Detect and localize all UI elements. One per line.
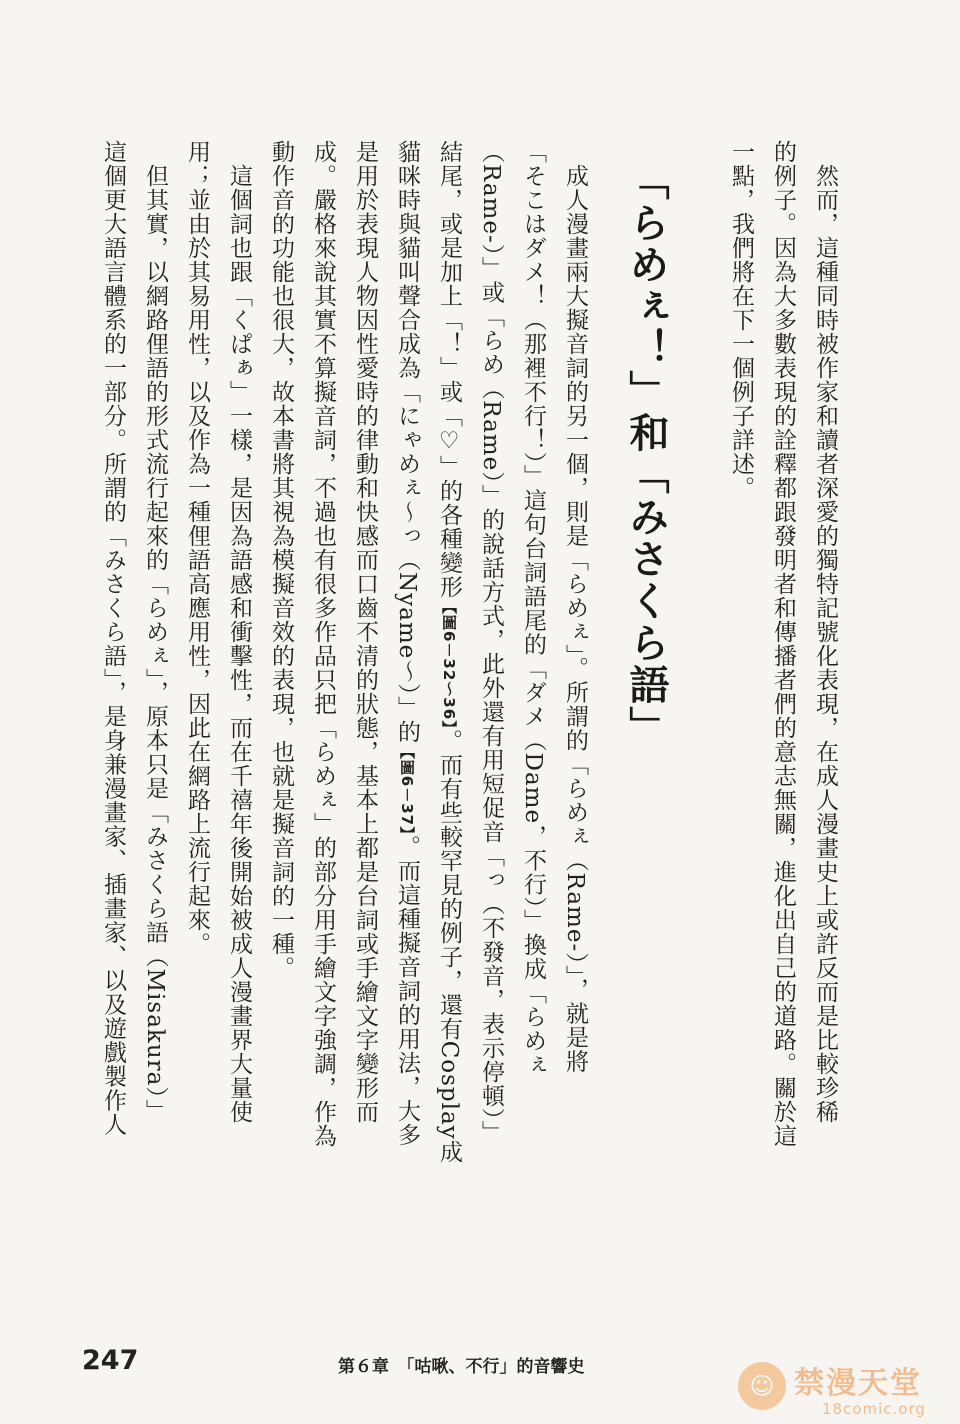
text-column: 動作音的功能也很大，故本書將其視為模擬音效的表現，也就是擬音詞的一種。 xyxy=(268,140,294,980)
figure-reference: 【圖6－37】 xyxy=(398,743,416,835)
section-heading: 「らめぇ！」和「みさくら語」 xyxy=(623,160,669,748)
watermark-url: 18comic.org xyxy=(822,1400,926,1418)
figure-reference: 【圖6－32～36】 xyxy=(440,599,458,729)
text-column: 這個詞也跟「くぱぁ」一樣，是因為語感和衝擊性，而在千禧年後開始被成人漫畫界大量使 xyxy=(226,140,252,1124)
text-column: 然而，這種同時被作家和讀者深愛的獨特記號化表現，在成人漫畫史上或許反而是比較珍稀 xyxy=(812,140,838,1124)
text-column: 結尾，或是加上「！」或「♡」的各種變形【圖6－32～36】。而有些較罕見的例子，還有Cosplay成 xyxy=(436,140,462,1164)
page-number: 247 xyxy=(82,1345,139,1376)
watermark-text: 禁漫天堂 xyxy=(794,1366,922,1401)
text-column: （Rame-）」或「らめ（Rame）」的說話方式，此外還有用短促音「っ（不發音，表示停頓）」 xyxy=(478,140,504,1145)
text-column: 但其實，以網路俚語的形式流行起來的「らめぇ」，原本只是「みさくら語（Misakura）」 xyxy=(142,140,168,1123)
text-column: 貓咪時與貓叫聲合成為「にゃめぇ～っ（Nyame～）」的【圖6－37】。而這種擬音詞的用法，大多 xyxy=(394,140,420,1147)
chapter-title: 第６章 「咕啾、不行」的音響史 xyxy=(338,1357,585,1377)
smiley-icon: ☺ xyxy=(738,1362,786,1410)
text-column: 是用於表現人物因性愛時的律動和快感而口齒不清的狀態，基本上都是台詞或手繪文字變形而 xyxy=(352,140,378,1124)
text-column: 這個更大語言體系的一部分。所謂的「みさくら語」，是身兼漫畫家、插畫家、以及遊戲製作人 xyxy=(100,140,126,1137)
text-column: 用；並由於其易用性，以及作為一種俚語高應用性，因此在網路上流行起來。 xyxy=(184,140,210,956)
text-column: 一點，我們將在下一個例子詳述。 xyxy=(728,140,754,500)
watermark xyxy=(738,1356,950,1420)
text-column: 「そこはダメ！（那裡不行！）」這句台詞語尾的「ダメ（Dame，不行）」換成「らめぇ xyxy=(520,140,546,1077)
text-column: 的例子。因為大多數表現的詮釋都跟發明者和傳播者們的意志無關，進化出自己的道路。關於這 xyxy=(770,140,796,1148)
text-column: 成。嚴格來說其實不算擬音詞，不過也有很多作品只把「らめぇ」的部分用手繪文字強調，作為 xyxy=(310,140,336,1148)
text-column: 成人漫畫兩大擬音詞的另一個，則是「らめぇ」。所謂的「らめぇ（Rame-）」，就是將 xyxy=(562,140,588,1074)
body-text xyxy=(70,140,850,1250)
